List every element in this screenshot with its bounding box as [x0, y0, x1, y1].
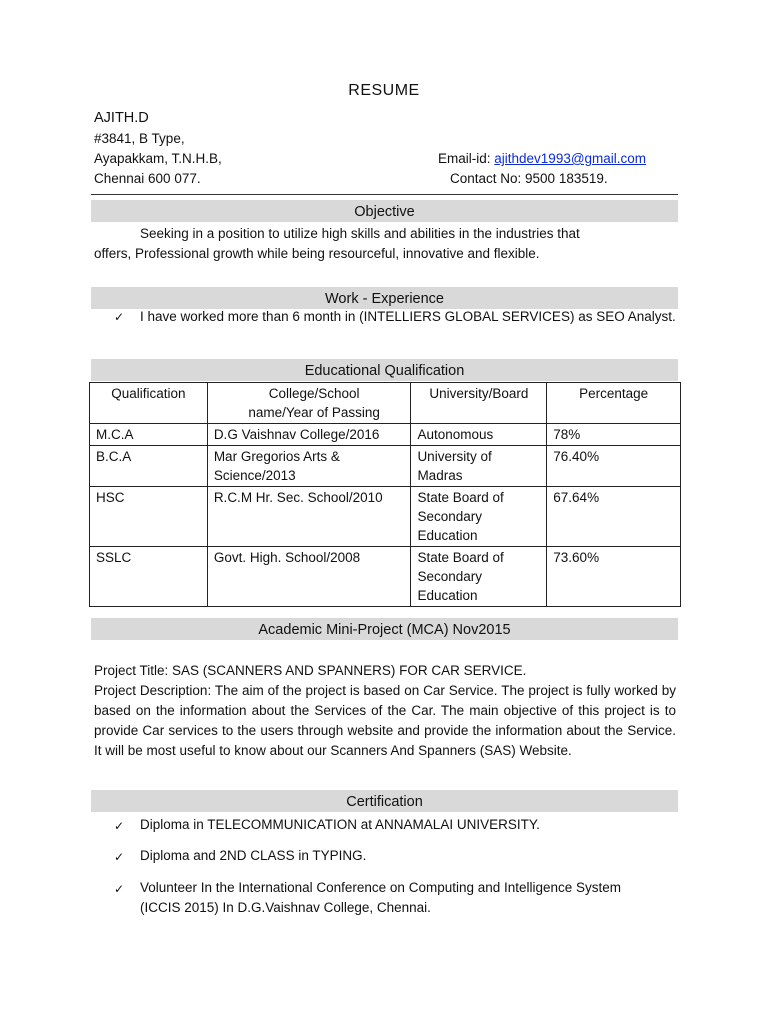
table-cell: State Board of Secondary Education	[411, 487, 547, 547]
table-cell: HSC	[90, 487, 208, 547]
work-experience-heading: Work - Experience	[91, 287, 678, 309]
certification-heading: Certification	[91, 790, 678, 812]
column-header: Qualification	[90, 383, 208, 424]
table-cell: State Board of Secondary Education	[411, 547, 547, 607]
certification-item: Volunteer In the International Conference on Computing and Intelligence System (ICCIS 2015) In D.G.Vaishnav College, Chennai.	[140, 880, 622, 915]
education-heading: Educational Qualification	[91, 359, 678, 381]
header-divider	[91, 194, 678, 195]
objective-heading: Objective	[91, 200, 678, 222]
check-bullet-icon: ✓	[114, 882, 125, 896]
education-table	[89, 382, 681, 607]
objective-line-1: Seeking in a position to utilize high skills and abilities in the industries that	[140, 226, 580, 241]
column-header: Percentage	[547, 383, 681, 424]
education-table-header	[90, 383, 681, 424]
table-cell: Govt. High. School/2008	[207, 547, 411, 607]
table-cell: D.G Vaishnav College/2016	[207, 424, 411, 446]
table-cell: SSLC	[90, 547, 208, 607]
certification-item: Diploma in TELECOMMUNICATION at ANNAMALAI UNIVERSITY.	[140, 817, 540, 832]
table-row	[90, 446, 681, 487]
project-title: Project Title: SAS (SCANNERS AND SPANNERS) FOR CAR SERVICE.	[94, 663, 527, 678]
table-row	[90, 487, 681, 547]
address-line-3: Chennai 600 077.	[94, 171, 201, 186]
certification-item: Diploma and 2ND CLASS in TYPING.	[140, 848, 367, 863]
table-cell: Autonomous	[411, 424, 547, 446]
table-row	[90, 424, 681, 446]
project-heading: Academic Mini-Project (MCA) Nov2015	[91, 618, 678, 640]
table-cell: 78%	[547, 424, 681, 446]
check-bullet-icon: ✓	[114, 819, 125, 833]
candidate-name: AJITH.D	[94, 110, 149, 126]
table-cell: 76.40%	[547, 446, 681, 487]
phone-number: Contact No: 9500 183519.	[450, 171, 608, 186]
column-header: University/Board	[411, 383, 547, 424]
check-bullet-icon: ✓	[114, 310, 125, 324]
table-cell: 67.64%	[547, 487, 681, 547]
check-bullet-icon: ✓	[114, 850, 125, 864]
resume-title: RESUME	[348, 82, 420, 99]
table-cell: University of Madras	[411, 446, 547, 487]
table-cell: B.C.A	[90, 446, 208, 487]
table-row	[90, 547, 681, 607]
work-experience-item: I have worked more than 6 month in (INTELLIERS GLOBAL SERVICES) as SEO Analyst.	[140, 309, 676, 324]
project-description: Project Description: The aim of the project is based on Car Service. The project is fully worked by based on the information about the Services of the Car. The main objective of this project is to provide Car services to the users through website and provide the information about the Service. It will be most useful to know about our Scanners And Spanners (SAS) Website.	[94, 683, 676, 758]
address-line-2: Ayapakkam, T.N.H.B,	[94, 151, 222, 166]
table-cell: 73.60%	[547, 547, 681, 607]
address-line-1: #3841, B Type,	[94, 131, 185, 146]
table-cell: M.C.A	[90, 424, 208, 446]
objective-line-2: offers, Professional growth while being resourceful, innovative and flexible.	[94, 246, 540, 261]
table-cell: R.C.M Hr. Sec. School/2010	[207, 487, 411, 547]
email-link[interactable]: ajithdev1993@gmail.com	[494, 151, 647, 166]
table-cell: Mar Gregorios Arts & Science/2013	[207, 446, 411, 487]
email-label: Email-id:	[438, 151, 495, 166]
email-line	[438, 151, 646, 166]
column-header: College/School name/Year of Passing	[207, 383, 411, 424]
